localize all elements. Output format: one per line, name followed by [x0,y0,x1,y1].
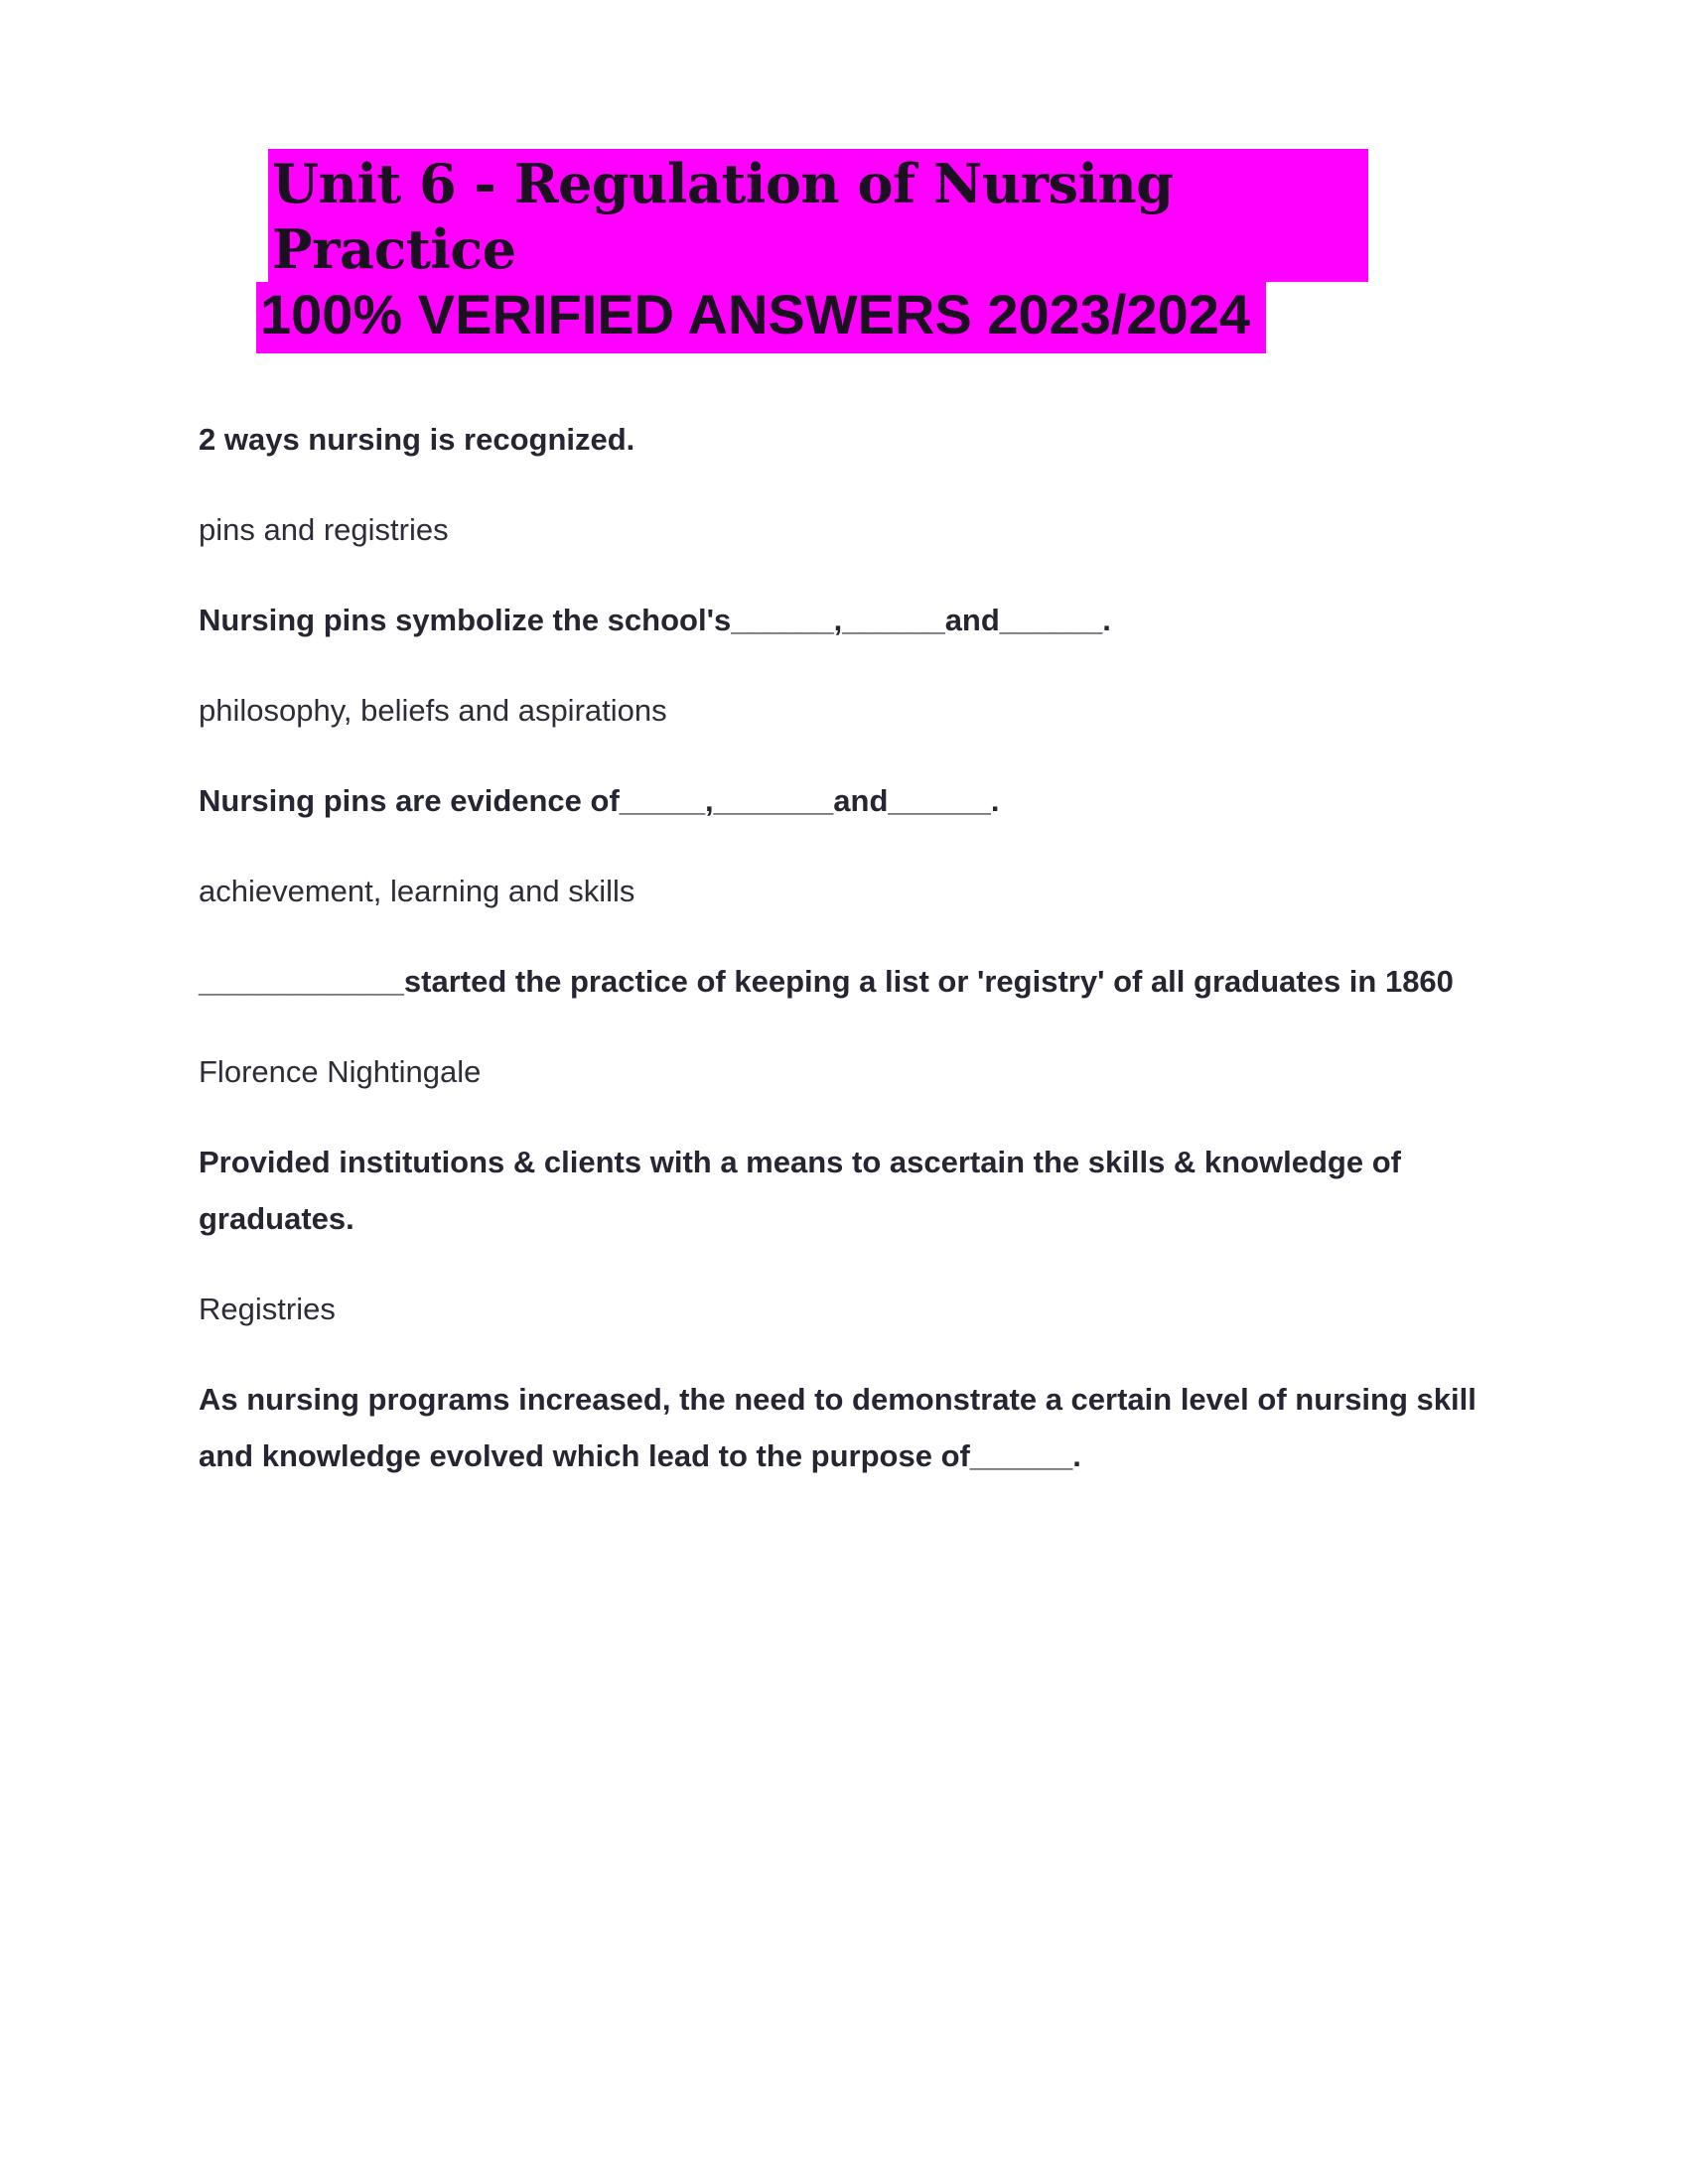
question-5: Provided institutions & clients with a means to ascertain the skills & knowledge of graduates. [199,1145,1401,1236]
question-6: As nursing programs increased, the need to demonstrate a certain level of nursing skill and knowledge evolved which lead to the purpose of______. [199,1382,1477,1473]
answer-4: Florence Nightingale [199,1054,482,1089]
answer-1: pins and registries [199,512,449,547]
question-2: Nursing pins symbolize the school's______,______and______. [199,603,1111,637]
title-line-1: Unit 6 - Regulation of Nursing Practice [268,149,1368,282]
answer-5: Registries [199,1292,336,1326]
title-line-2: 100% VERIFIED ANSWERS 2023/2024 [256,282,1266,353]
question-1: 2 ways nursing is recognized. [199,422,635,457]
document-title [256,149,1368,353]
question-3: Nursing pins are evidence of_____,_______and______. [199,783,1000,818]
qa-list [199,411,1499,1518]
answer-2: philosophy, beliefs and aspirations [199,693,667,728]
answer-3: achievement, learning and skills [199,874,635,908]
question-4: ____________started the practice of keeping a list or 'registry' of all graduates in 1860 [199,964,1454,999]
